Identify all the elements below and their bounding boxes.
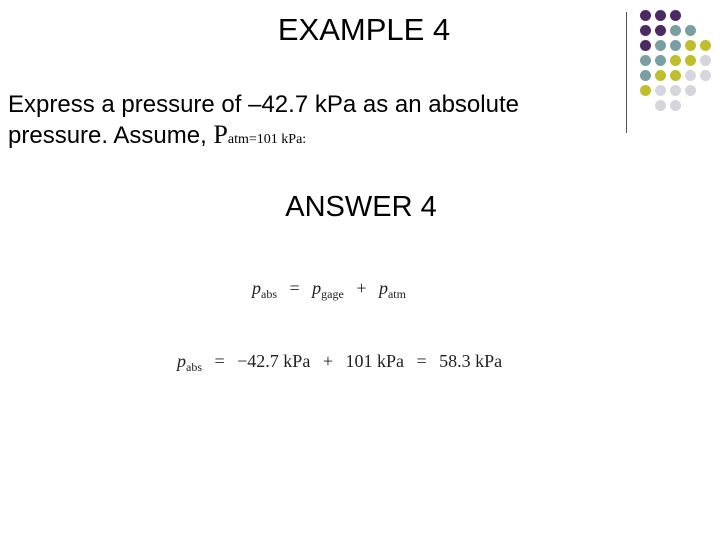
- decorative-dot: [685, 55, 696, 66]
- problem-text: Express a pressure of –42.7 kPa as an absolute pressure. Assume,: [8, 91, 519, 149]
- decorative-dot: [670, 55, 681, 66]
- eq1-lhs-sub: abs: [261, 287, 277, 301]
- eq1-plus: +: [356, 278, 367, 298]
- decorative-dot: [670, 100, 681, 111]
- divider-line: [626, 12, 627, 133]
- eq1-term1-sub: gage: [321, 287, 344, 301]
- pressure-subscript: atm=101 kPa:: [227, 132, 307, 147]
- decorative-dot: [685, 70, 696, 81]
- decorative-dot: [640, 85, 651, 96]
- decorative-dot: [685, 25, 696, 36]
- decorative-dot: [700, 40, 711, 51]
- decorative-dot-grid: [640, 10, 720, 120]
- decorative-dot: [685, 40, 696, 51]
- eq2-term2: 101 kPa: [345, 351, 404, 371]
- decorative-dot: [655, 100, 666, 111]
- eq1-term2-var: p: [378, 278, 388, 298]
- decorative-dot: [655, 40, 666, 51]
- decorative-dot: [640, 10, 651, 21]
- pressure-symbol: P: [213, 120, 228, 149]
- eq1-term1-var: p: [312, 278, 322, 298]
- decorative-dot: [670, 10, 681, 21]
- eq2-term1: −42.7 kPa: [237, 351, 311, 371]
- eq2-equals-2: =: [416, 351, 427, 371]
- decorative-dot: [700, 70, 711, 81]
- decorative-dot: [640, 70, 651, 81]
- equation-absolute-pressure: [252, 276, 406, 306]
- decorative-dot: [700, 55, 711, 66]
- decorative-dot: [670, 40, 681, 51]
- decorative-dot: [670, 85, 681, 96]
- eq2-plus: +: [322, 351, 333, 371]
- decorative-dot: [655, 85, 666, 96]
- slide-title: EXAMPLE 4: [277, 12, 451, 47]
- eq1-lhs-var: p: [252, 278, 261, 298]
- eq1-term2-sub: atm: [387, 287, 406, 301]
- eq2-equals: =: [214, 351, 225, 371]
- decorative-dot: [640, 40, 651, 51]
- eq2-result: 58.3 kPa: [439, 351, 503, 371]
- decorative-dot: [670, 25, 681, 36]
- eq2-lhs-sub: abs: [186, 360, 202, 374]
- decorative-dot: [640, 25, 651, 36]
- decorative-dot: [670, 70, 681, 81]
- decorative-dot: [685, 85, 696, 96]
- eq2-lhs-var: p: [177, 351, 186, 371]
- equation-substitution: [177, 349, 502, 379]
- decorative-dot: [655, 55, 666, 66]
- decorative-dot: [655, 10, 666, 21]
- decorative-dot: [640, 55, 651, 66]
- answer-heading: ANSWER 4: [285, 191, 437, 223]
- decorative-dot: [655, 70, 666, 81]
- decorative-dot: [655, 25, 666, 36]
- eq1-equals: =: [289, 278, 300, 298]
- problem-statement: [8, 90, 618, 155]
